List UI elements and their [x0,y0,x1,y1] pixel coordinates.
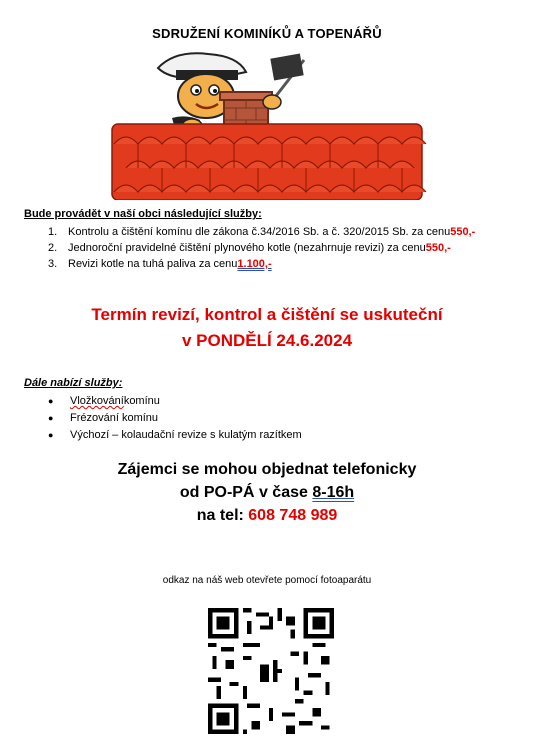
price: 550,- [425,242,451,254]
services-heading: Bude provádět v naší obci následující služby: [24,208,262,220]
list-item: 3. Revizi kotle na tuhá paliva za cenu 1.100,- [48,258,272,270]
web-note: odkaz na náš web otevřete pomocí fotoaparátu [162,575,372,586]
price: 550,- [450,226,476,238]
list-item: ● Výchozí – kolaudační revize s kulatým razítkem [48,427,302,444]
event-headline: Termín revizí, kontrol a čištění se uskuteční v PONDĚLÍ 24.6.2024 [91,305,443,350]
bullet-icon: ● [48,396,54,406]
price: 1.100,- [237,258,272,270]
qr-code-icon[interactable] [208,608,334,734]
other-services-heading: Dále nabízí služby: [24,377,123,389]
bullet-icon: ● [48,430,54,440]
bullet-icon: ● [48,413,54,423]
list-item: ● Frézování komínu [48,410,302,427]
list-item: ● Vložkování komínu [48,393,302,410]
phone-number[interactable]: 608 748 989 [248,507,338,524]
order-info: Zájemci se mohou objednat telefonicky od PO-PÁ v čase 8-16h na tel: 608 748 989 [117,461,417,524]
other-services-list [48,393,302,444]
page-title: SDRUŽENÍ KOMINÍKŮ A TOPENÁŘŮ [152,26,382,41]
hours: 8-16h [312,484,355,501]
list-item: 2. Jednoroční pravidelné čištění plynového kotle (nezahrnuje revizi) za cenu 550,- [48,242,451,254]
services-list [48,224,475,272]
list-item: 1. Kontrolu a čištění komínu dle zákona č.34/2016 Sb. a č. 320/2015 Sb. za cenu 550,- [48,226,476,238]
chimney-sweep-illustration [100,48,434,200]
